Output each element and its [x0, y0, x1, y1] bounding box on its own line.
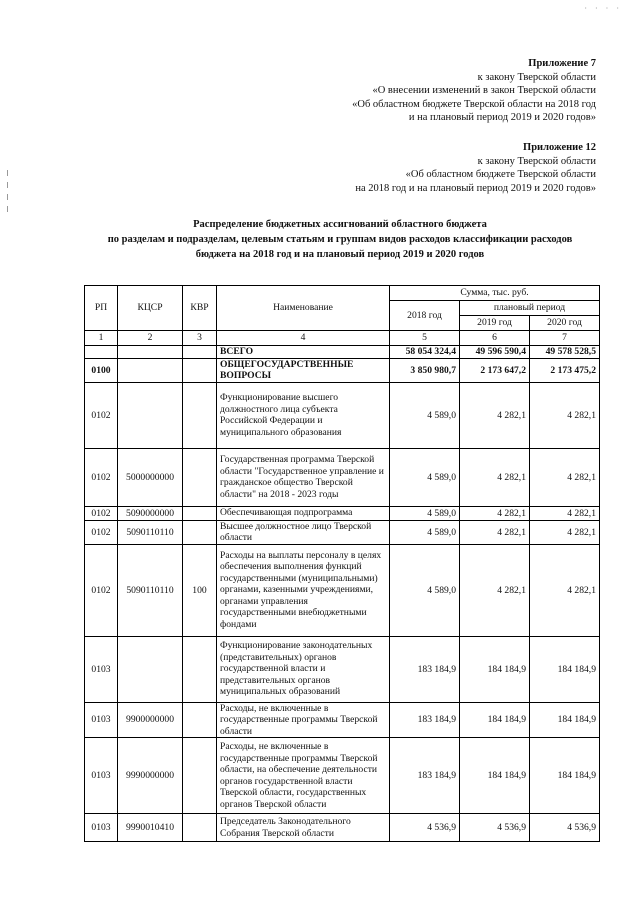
budget-table [84, 285, 600, 842]
cell-name: Функционирование высшего должностного лица субъекта Российской Федерации и муниципального образования [217, 382, 390, 448]
appendix-7-line: к закону Тверской области [477, 71, 596, 83]
title-line-3: бюджета на 2018 год и на плановый период 2019 и 2020 годов [195, 249, 485, 260]
column-number-row [85, 331, 600, 346]
cell-name: ОБЩЕГОСУДАРСТВЕННЫЕ ВОПРОСЫ [217, 358, 390, 382]
header-rp: РП [85, 286, 118, 331]
table-row [85, 738, 600, 814]
table-row [85, 702, 600, 738]
cell-2019: 184 184,9 [460, 636, 530, 702]
cell-kvr [183, 738, 217, 814]
cell-rp: 0102 [85, 544, 118, 636]
cell-rp: 0103 [85, 738, 118, 814]
title-line-2: по разделам и подразделам, целевым статьям и группам видов расходов классификации расходов [107, 234, 573, 245]
cell-name: Государственная программа Тверской области "Государственное управление и гражданское общество Тверской области" на 2018 - 2023 годы [217, 448, 390, 506]
appendix-12-block [355, 141, 596, 195]
cell-2018: 4 589,0 [390, 506, 460, 520]
table-row [85, 382, 600, 448]
appendix-7-block [352, 57, 596, 125]
cell-rp: 0100 [85, 358, 118, 382]
header-planned: плановый период [460, 301, 600, 316]
cell-2020: 49 578 528,5 [530, 346, 600, 359]
header-name: Наименование [217, 286, 390, 331]
document-title [60, 217, 620, 262]
cell-kvr [183, 520, 217, 544]
cell-rp: 0103 [85, 702, 118, 738]
cell-name: Председатель Законодательного Собрания Тверской области [217, 814, 390, 842]
header-2019: 2019 год [460, 316, 530, 331]
cell-2019: 184 184,9 [460, 702, 530, 738]
cell-2019: 4 536,9 [460, 814, 530, 842]
cell-rp: 0103 [85, 636, 118, 702]
cell-kcsr: 9990000000 [118, 738, 183, 814]
col-number: 2 [118, 331, 183, 346]
cell-2020: 2 173 475,2 [530, 358, 600, 382]
corner-marks: · · · · [584, 4, 622, 13]
cell-kcsr: 9990010410 [118, 814, 183, 842]
cell-kcsr: 5090110110 [118, 520, 183, 544]
cell-2020: 184 184,9 [530, 738, 600, 814]
cell-2018: 3 850 980,7 [390, 358, 460, 382]
appendix-7-line: «Об областном бюджете Тверской области на 2018 год [352, 98, 596, 110]
appendix-12-line: на 2018 год и на плановый период 2019 и 2020 годов» [355, 182, 596, 194]
cell-2019: 4 282,1 [460, 448, 530, 506]
cell-2020: 4 282,1 [530, 506, 600, 520]
table-row [85, 544, 600, 636]
cell-2019: 4 282,1 [460, 520, 530, 544]
cell-rp: 0103 [85, 814, 118, 842]
cell-2020: 4 282,1 [530, 448, 600, 506]
cell-kvr [183, 346, 217, 359]
cell-name: Расходы, не включенные в государственные программы Тверской области [217, 702, 390, 738]
appendix-12-line: к закону Тверской области [477, 155, 596, 167]
cell-2018: 183 184,9 [390, 702, 460, 738]
table-row [85, 346, 600, 359]
cell-kcsr: 5090110110 [118, 544, 183, 636]
col-number: 6 [460, 331, 530, 346]
cell-2019: 2 173 647,2 [460, 358, 530, 382]
cell-2019: 49 596 590,4 [460, 346, 530, 359]
cell-kcsr [118, 358, 183, 382]
cell-name: Высшее должностное лицо Тверской области [217, 520, 390, 544]
cell-rp: 0102 [85, 520, 118, 544]
cell-2020: 184 184,9 [530, 702, 600, 738]
header-2018: 2018 год [390, 301, 460, 331]
cell-2019: 4 282,1 [460, 544, 530, 636]
cell-name: Расходы, не включенные в государственные программы Тверской области, на обеспечение деятельности органов государственной власти Тверской области, государственных органов Тверской области [217, 738, 390, 814]
cell-rp: 0102 [85, 506, 118, 520]
cell-2019: 184 184,9 [460, 738, 530, 814]
cell-kvr [183, 448, 217, 506]
table-row [85, 520, 600, 544]
appendix-12-heading: Приложение 12 [523, 142, 596, 153]
appendix-7-line: и на плановый период 2019 и 2020 годов» [408, 112, 596, 123]
cell-name: Обеспечивающая подпрограмма [217, 506, 390, 520]
cell-rp: 0102 [85, 382, 118, 448]
cell-2020: 4 282,1 [530, 544, 600, 636]
cell-2018: 4 589,0 [390, 544, 460, 636]
cell-rp [85, 346, 118, 359]
cell-kcsr [118, 636, 183, 702]
cell-kvr: 100 [183, 544, 217, 636]
cell-2018: 183 184,9 [390, 636, 460, 702]
cell-kvr [183, 382, 217, 448]
appendix-7-line: «О внесении изменений в закон Тверской области [372, 85, 596, 96]
col-number: 3 [183, 331, 217, 346]
cell-2019: 4 282,1 [460, 382, 530, 448]
cell-2019: 4 282,1 [460, 506, 530, 520]
cell-kcsr: 5000000000 [118, 448, 183, 506]
table-row [85, 358, 600, 382]
cell-2020: 4 536,9 [530, 814, 600, 842]
col-number: 7 [530, 331, 600, 346]
cell-2018: 4 536,9 [390, 814, 460, 842]
cell-2020: 184 184,9 [530, 636, 600, 702]
header-kcsr: КЦСР [118, 286, 183, 331]
appendix-7-heading: Приложение 7 [528, 58, 596, 69]
cell-name: Расходы на выплаты персоналу в целях обеспечения выполнения функций государственными (муниципальными) органами, казенными учреждениями, органами управления государственными внебюджетными фондами [217, 544, 390, 636]
col-number: 5 [390, 331, 460, 346]
cell-name: ВСЕГО [217, 346, 390, 359]
col-number: 1 [85, 331, 118, 346]
table-row [85, 636, 600, 702]
binding-marks [7, 170, 8, 218]
table-row [85, 506, 600, 520]
cell-2020: 4 282,1 [530, 520, 600, 544]
cell-kvr [183, 358, 217, 382]
cell-name: Функционирование законодательных (представительных) органов государственной власти и представительных органов муниципальных образований [217, 636, 390, 702]
table-row [85, 814, 600, 842]
appendix-12-line: «Об областном бюджете Тверской области [405, 169, 596, 180]
cell-kvr [183, 814, 217, 842]
header-2020: 2020 год [530, 316, 600, 331]
cell-kcsr: 5090000000 [118, 506, 183, 520]
cell-2018: 58 054 324,4 [390, 346, 460, 359]
cell-kvr [183, 702, 217, 738]
header-kvr: КВР [183, 286, 217, 331]
header-sum: Сумма, тыс. руб. [390, 286, 600, 301]
cell-2018: 4 589,0 [390, 520, 460, 544]
cell-rp: 0102 [85, 448, 118, 506]
cell-kcsr [118, 382, 183, 448]
cell-2018: 183 184,9 [390, 738, 460, 814]
cell-2018: 4 589,0 [390, 382, 460, 448]
cell-kcsr: 9900000000 [118, 702, 183, 738]
cell-2020: 4 282,1 [530, 382, 600, 448]
cell-2018: 4 589,0 [390, 448, 460, 506]
cell-kcsr [118, 346, 183, 359]
title-line-1: Распределение бюджетных ассигнований областного бюджета [193, 219, 487, 230]
table-row [85, 448, 600, 506]
cell-kvr [183, 636, 217, 702]
col-number: 4 [217, 331, 390, 346]
cell-kvr [183, 506, 217, 520]
